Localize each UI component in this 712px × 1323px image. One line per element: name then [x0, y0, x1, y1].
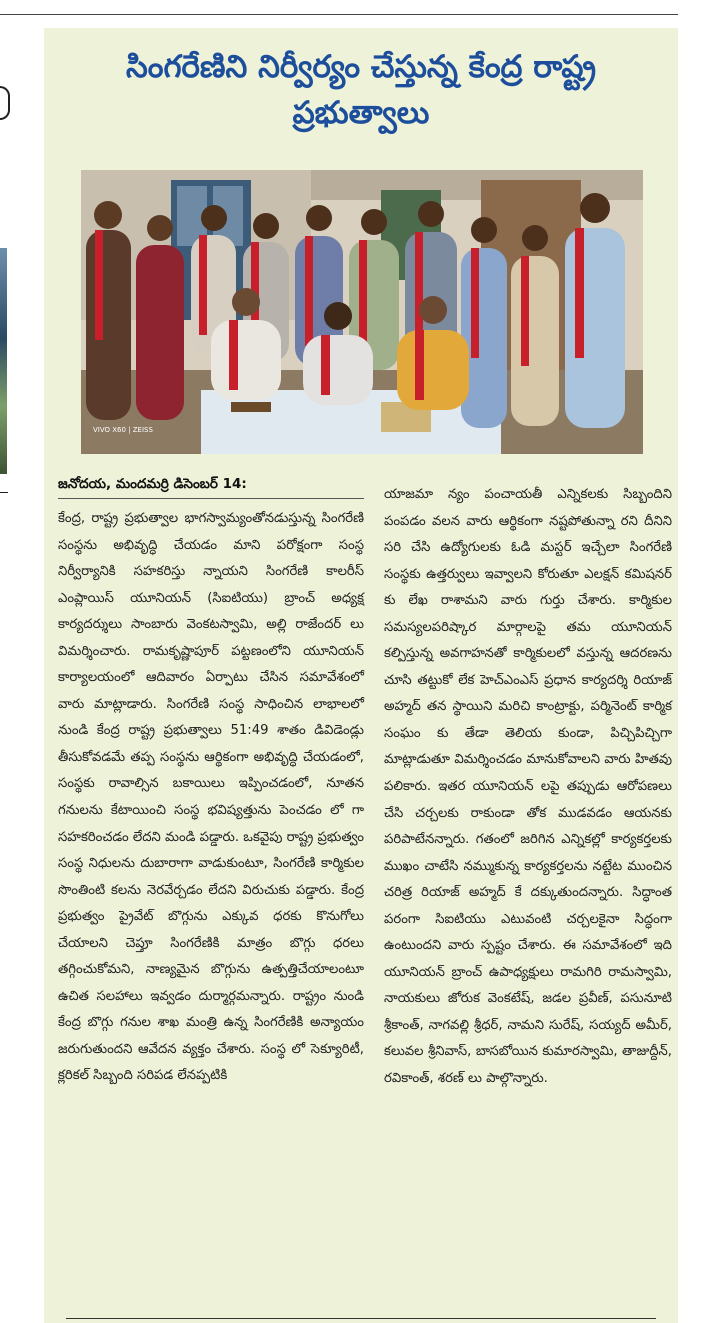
adjacent-rule — [0, 492, 8, 493]
news-article — [44, 28, 678, 1323]
dateline-rule — [58, 498, 364, 499]
article-body-left: కేంద్ర, రాష్ట్ర ప్రభుత్వాల భాగస్వామ్యంతోనడుస్తున్న సింగరేణి సంస్థను అభివృద్ధి చేయడం మాని పరోక్షంగా సంస్థ నిర్వీర్యానికి సహకరిస్తు న్నాయని సింగరేణి కాలరీస్ ఎంప్లాయిస్ యూనియన్ (సిఐటియు) బ్రాంచ్ అధ్యక్ష కార్యదర్శులు సాంబారు వెంకటస్వామి, అల్లి రాజేందర్ లు విమర్శించారు. రామకృష్ణాపూర్ పట్టణంలోని యూనియన్ కార్యాలయంలో ఆదివారం ఏర్పాటు చేసిన సమావేశంలో వారు మాట్లాడారు. సింగరేణి సంస్థ సాధించిన లాభాలలో నుండి కేంద్ర రాష్ట్ర ప్రభుత్వాలు 51:49 శాతం డివిడెండ్లు తీసుకోవడమే తప్ప సంస్థను ఆర్థికంగా అభివృద్ధి చేయడంలో, సంస్థకు రావాల్సిన బకాయిలు ఇప్పించడంలో, నూతన గనులను కేటాయించి సంస్థ భవిష్యత్తును పెంచడం లో గా సహకరించడం లేదని మండి పడ్డారు. ఒకవైపు రాష్ట్ర ప్రభుత్వం సంస్థ నిధులను దుబారాగా వాడుకుంటూ, సింగరేణి కార్మికుల సొంతింటి కలను నెరవేర్చడం లేదని విరుచుకు పడ్డారు. కేంద్ర ప్రభుత్వం ప్రైవేట్ బొగ్గును ఎక్కువ ధరకు కొనుగోలు చేయాలని చెప్తూ సింగరేణికి మాత్రం బొగ్గు ధరలు తగ్గించుకోమని, నాణ్యమైన బొగ్గును ఉత్పత్తిచేయాలంటూ ఉచిత సలహాలు ఇవ్వడం దుర్మార్గమన్నారు. రాష్ట్రం నుండి కేంద్ర బొగ్గు గనుల శాఖ మంత్రి ఉన్న సింగరేణికి అన్యాయం జరుగుతుందని ఆవేదన వ్యక్తం చేశారు. సంస్థ లో సెక్యూరిటీ, క్లరికల్ సిబ్బంది సరిపడ లేనప్పటికి — [58, 511, 364, 1084]
dateline: జనోదయ, మందమర్రి డిసెంబర్ 14: — [58, 476, 247, 492]
adjacent-photo-edge — [0, 248, 7, 474]
article-body-right: యాజమా న్యం పంచాయతీ ఎన్నికలకు సిబ్బందిని పంపడం వలన వారు ఆర్థికంగా నష్టపోతున్నా రని దీనిని సరి చేసి ఉద్యోగులకు ఓడి మస్టర్ ఇచ్చేలా సింగరేణి సంస్థకు ఉత్తర్వులు ఇవ్వాలని కోరుతూ ఎలక్షన్ కమిషనర్ కు లేఖ రాశామని వారు గుర్తు చేశారు. కార్మికుల సమస్యలపరిష్కార మార్గాలపై తమ యూనియన్ కల్పిస్తున్న అవగాహనతో కార్మికులలో వస్తున్న ఆదరణను చూసి తట్టుకో లేక హెచ్ఎంఎస్ ప్రధాన కార్యదర్శి రియాజ్ అహ్మద్ తన స్థాయిని మరిచి కాంట్రాక్టు, పర్మినెంట్ కార్మిక సంఘం కు తేడా తెలియ కుండా, పిచ్చిపిచ్చిగా మాట్లాడుతూ విమర్శించడం మానుకోవాలని వారు హితవు పలికారు. ఇతర యూనియన్ లపై తప్పుడు ఆరోపణలు చేసి చర్చలకు రాకుండా తోక ముడవడం ఆయనకు పరిపాటేనన్నారు. గతంలో జరిగిన ఎన్నికల్లో కార్యకర్తలకు ముఖం చాటేసి నమ్ముకున్న కార్యకర్తలను నట్టేట ముంచిన చరిత్ర రియాజ్ అహ్మద్ కే దక్కుతుందన్నారు. సిద్ధాంత పరంగా సిఐటియు ఎటువంటి చర్చలకైనా సిద్ధంగా ఉంటుందని వారు స్పష్టం చేశారు. ఈ సమావేశంలో ఇది యూనియన్ బ్రాంచ్ ఉపాధ్యక్షులు రామగిరి రామస్వామి, నాయకులు జోరుక వెంకటేష్, జడల ప్రవీణ్, పసునూటి శ్రీకాంత్, నాగవల్లి శ్రీధర్, నామని సురేష్, సయ్యద్ అమీర్, కలువల శ్రీనివాస్, బాసబోయిన కుమారస్వామి, తాజుద్దీన్, రవికాంత్, శరణ్ లు పాల్గొన్నారు. — [384, 487, 672, 1087]
adjacent-column-edge — [0, 86, 10, 120]
people-front-row — [211, 288, 469, 410]
article-column-right — [384, 482, 672, 1093]
bottom-rule — [66, 1318, 656, 1319]
photo-watermark: VIVO X60 | ZEISS — [93, 426, 153, 434]
group-photo — [81, 170, 643, 454]
top-rule — [0, 14, 678, 15]
group-photo-illustration — [81, 170, 643, 454]
headline: సింగరేణిని నిర్వీర్యం చేస్తున్న కేంద్ర రాష్ట్ర ప్రభుత్వాలు — [126, 49, 596, 131]
article-column-left — [58, 506, 364, 1090]
